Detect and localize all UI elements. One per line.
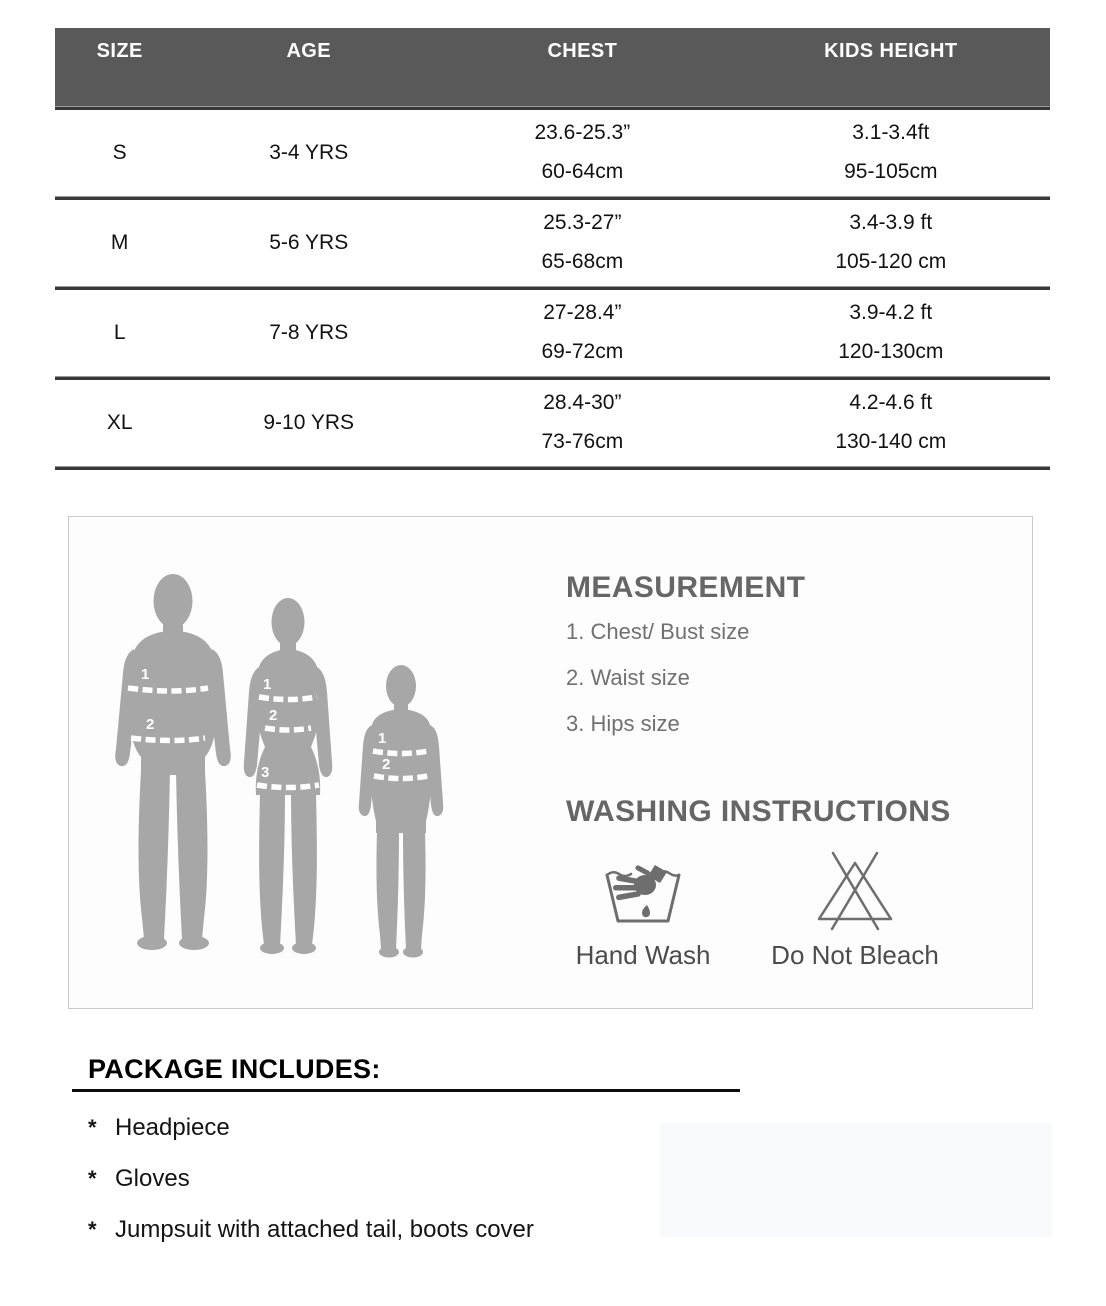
bullet-asterisk: * <box>88 1166 97 1191</box>
cell-size: S <box>112 141 127 164</box>
adult-female-silhouette <box>228 597 348 969</box>
bullet-asterisk: * <box>88 1217 97 1242</box>
cell-kids-height <box>732 380 1050 466</box>
package-title: PACKAGE INCLUDES: <box>88 1054 381 1084</box>
cell-size: M <box>110 231 129 254</box>
measurement-item: 3. Hips size <box>566 711 680 736</box>
package-item <box>88 1216 534 1244</box>
band-number: 2 <box>382 756 391 773</box>
do-not-bleach-icon <box>807 847 903 933</box>
background-panel <box>660 1123 1052 1237</box>
height-feet: 3.4-3.9 ft <box>849 211 933 234</box>
band-number: 1 <box>378 730 387 747</box>
package-item-text: Gloves <box>115 1165 190 1192</box>
hand-wash-icon <box>599 855 687 933</box>
height-cm: 95-105cm <box>844 160 938 183</box>
height-feet: 4.2-4.6 ft <box>849 391 933 414</box>
cell-age: 3-4 YRS <box>269 141 349 164</box>
band-number: 2 <box>269 707 278 724</box>
package-list <box>88 1114 534 1267</box>
table-row-m <box>55 200 1050 286</box>
cell-size: XL <box>106 411 133 434</box>
cell-kids-height <box>732 200 1050 286</box>
chest-inches: 27-28.4” <box>543 301 622 324</box>
table-row-l <box>55 290 1050 376</box>
do-not-bleach-label: Do Not Bleach <box>771 940 939 970</box>
height-cm: 105-120 cm <box>835 250 947 273</box>
height-feet: 3.1-3.4ft <box>852 121 930 144</box>
band-number: 2 <box>146 716 155 733</box>
package-item <box>88 1165 534 1193</box>
adult-male-silhouette <box>103 573 243 963</box>
table-header-row <box>55 28 1050 106</box>
cell-kids-height <box>732 110 1050 196</box>
do-not-bleach-item <box>749 847 961 971</box>
measurement-list <box>566 619 749 757</box>
height-feet: 3.9-4.2 ft <box>849 301 933 324</box>
height-cm: 130-140 cm <box>835 430 947 453</box>
measurement-item: 1. Chest/ Bust size <box>566 619 750 644</box>
measurement-title: MEASUREMENT <box>566 571 806 604</box>
header-cell-age: AGE <box>286 40 331 62</box>
cell-age: 5-6 YRS <box>269 231 349 254</box>
chest-cm: 73-76cm <box>541 430 624 453</box>
height-cm: 120-130cm <box>838 340 944 363</box>
cell-chest <box>433 380 732 466</box>
bullet-asterisk: * <box>88 1115 97 1140</box>
package-item-text: Jumpsuit with attached tail, boots cover <box>115 1216 534 1243</box>
washing-icons-row <box>537 847 961 971</box>
table-row-xl <box>55 380 1050 466</box>
measurement-item: 2. Waist size <box>566 665 690 690</box>
hand-wash-item <box>537 847 749 971</box>
hand-wash-label: Hand Wash <box>575 940 711 970</box>
band-number: 3 <box>261 764 270 781</box>
cell-kids-height <box>732 290 1050 376</box>
chest-inches: 25.3-27” <box>543 211 622 234</box>
child-silhouette <box>351 663 451 965</box>
cell-age: 7-8 YRS <box>269 321 349 344</box>
washing-title: WASHING INSTRUCTIONS <box>566 795 951 828</box>
size-table <box>55 28 1050 470</box>
chest-cm: 60-64cm <box>541 160 624 183</box>
header-cell-kids-height: KIDS HEIGHT <box>824 40 958 62</box>
chest-cm: 65-68cm <box>541 250 624 273</box>
band-number: 1 <box>141 666 150 683</box>
package-item <box>88 1114 534 1142</box>
cell-chest <box>433 290 732 376</box>
band-number: 1 <box>263 676 272 693</box>
table-bottom-border <box>55 466 1050 470</box>
table-row-s <box>55 110 1050 196</box>
cell-age: 9-10 YRS <box>263 411 355 434</box>
header-cell-size: SIZE <box>96 40 143 62</box>
measurement-panel <box>68 516 1033 1009</box>
header-cell-chest: CHEST <box>547 40 618 62</box>
package-underline <box>72 1089 740 1092</box>
cell-chest <box>433 110 732 196</box>
chest-cm: 69-72cm <box>541 340 624 363</box>
cell-chest <box>433 200 732 286</box>
chest-inches: 23.6-25.3” <box>534 121 631 144</box>
cell-size: L <box>113 321 126 344</box>
package-item-text: Headpiece <box>115 1114 230 1141</box>
chest-inches: 28.4-30” <box>543 391 622 414</box>
